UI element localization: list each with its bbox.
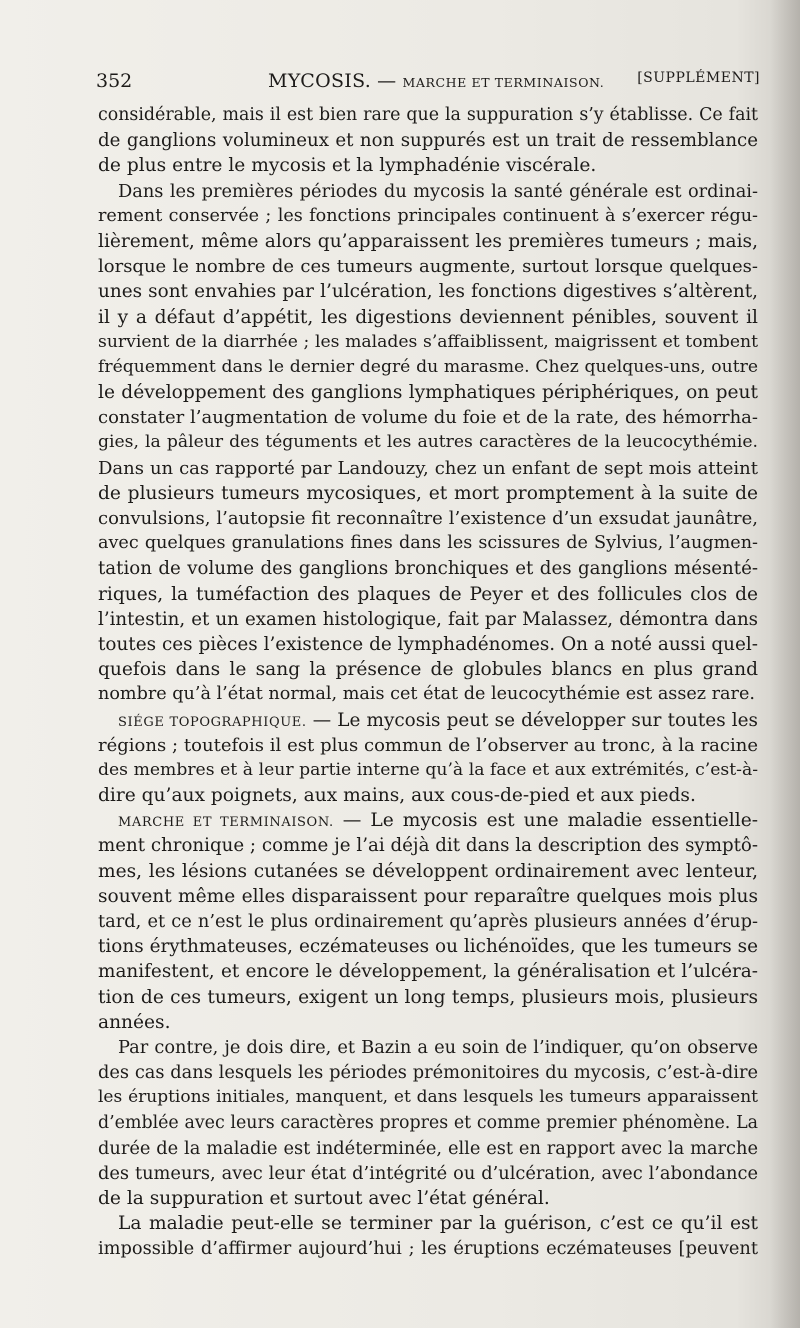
text-line: de ganglions volumineux et non suppurés est un trait de ressemblance	[98, 130, 758, 152]
text-line	[98, 708, 758, 733]
running-title-dash: —	[377, 70, 397, 92]
text-line: de la suppuration et surtout avec l’état général.	[98, 1188, 550, 1210]
text-line: rement conservée ; les fonctions principales continuent à s’exercer régu-	[98, 205, 758, 226]
text-line: tation de volume des ganglions bronchiques et des ganglions mésenté-	[98, 558, 758, 580]
running-title-sub: MARCHE ET TERMINAISON.	[402, 75, 605, 90]
text-line: La maladie peut-elle se terminer par la guérison, c’est ce qu’il est	[118, 1213, 758, 1235]
page-number: 352	[96, 70, 133, 92]
text-line: impossible d’affirmer aujourd’hui ; les éruptions eczémateuses [peuvent	[98, 1238, 758, 1260]
text-line: Par contre, je dois dire, et Bazin a eu soin de l’indiquer, qu’on observe	[118, 1036, 758, 1058]
heading-marche-et-terminaison: MARCHE ET TERMINAISON.	[118, 815, 334, 831]
page-edge-shadow	[770, 0, 800, 1328]
text-line-rest: — Le mycosis peut se développer sur toutes les	[312, 709, 758, 731]
text-line: gies, la pâleur des téguments et les autres caractères de la leucocythémie.	[98, 432, 758, 453]
text-line: ment chronique ; comme je l’ai déjà dit dans la description des symptô-	[98, 835, 758, 857]
text-line: nombre qu’à l’état normal, mais cet état de leucocythémie est assez rare.	[98, 684, 755, 705]
text-line: des cas dans lesquels les périodes prémonitoires du mycosis, c’est-à-dire	[98, 1062, 758, 1084]
text-line: Dans les premières périodes du mycosis la santé générale est ordinai-	[118, 180, 758, 202]
text-line: tard, et ce n’est le plus ordinairement qu’après plusieurs années d’érup-	[98, 911, 758, 932]
text-line: tion de ces tumeurs, exigent un long temps, plusieurs mois, plusieurs	[98, 986, 758, 1008]
text-line: années.	[98, 1011, 171, 1033]
text-line: lorsque le nombre de ces tumeurs augmente, surtout lorsque quelques-	[98, 256, 758, 278]
text-line: durée de la maladie est indéterminée, elle est en rapport avec la marche	[98, 1137, 758, 1159]
section-tag: [SUPPLÉMENT]	[637, 70, 760, 86]
text-line: mes, les lésions cutanées se développent ordinairement avec lenteur,	[98, 860, 758, 882]
text-line: survient de la diarrhée ; les malades s’affaiblissent, maigrissent et tombent	[98, 331, 758, 352]
text-line: convulsions, l’autopsie fit reconnaître l’existence d’un exsudat jaunâtre,	[98, 508, 758, 529]
text-line: tions érythmateuses, eczémateuses ou lichénoïdes, que les tumeurs se	[98, 936, 758, 958]
running-title	[268, 70, 604, 92]
heading-siege-topographique: SIÉGE TOPOGRAPHIQUE.	[118, 714, 307, 730]
text-line: manifestent, et encore le développement, la généralisation et l’ulcéra-	[98, 961, 758, 983]
text-line: des membres et à leur partie interne qu’à la face et aux extrémités, c’est-à-	[98, 759, 758, 780]
text-line: le développement des ganglions lymphatiques périphériques, on peut	[98, 382, 758, 404]
text-line: l’intestin, et un examen histologique, fait par Malassez, démontra dans	[98, 608, 758, 630]
text-line: unes sont envahies par l’ulcération, les fonctions digestives s’altèrent,	[98, 281, 758, 303]
text-line-rest: — Le mycosis est une maladie essentielle-	[342, 810, 758, 832]
text-line: des tumeurs, avec leur état d’intégrité ou d’ulcération, avec l’abondance	[98, 1162, 758, 1184]
text-line: toutes ces pièces l’existence de lymphadénomes. On a noté aussi quel-	[98, 633, 758, 655]
text-line: régions ; toutefois il est plus commun de l’observer au tronc, à la racine	[98, 734, 758, 756]
text-line: de plus entre le mycosis et la lymphadénie viscérale.	[98, 155, 597, 177]
body-text	[98, 103, 758, 1262]
text-line: avec quelques granulations fines dans les scissures de Sylvius, l’augmen-	[98, 533, 758, 554]
text-line: constater l’augmentation de volume du foie et de la rate, des hémorrha-	[98, 407, 758, 429]
text-line	[98, 808, 758, 833]
text-line: de plusieurs tumeurs mycosiques, et mort promptement à la suite de	[98, 482, 758, 504]
text-line: quefois dans le sang la présence de globules blancs en plus grand	[98, 659, 758, 681]
text-line: lièrement, même alors qu’apparaissent les premières tumeurs ; mais,	[98, 230, 758, 252]
text-line: d’emblée avec leurs caractères propres et comme premier phénomène. La	[98, 1112, 758, 1133]
text-line: riques, la tuméfaction des plaques de Peyer et des follicules clos de	[98, 583, 758, 605]
text-line: fréquemment dans le dernier degré du marasme. Chez quelques-uns, outre	[98, 356, 758, 377]
text-line: souvent même elles disparaissent pour reparaître quelques mois plus	[98, 885, 758, 907]
text-line: considérable, mais il est bien rare que la suppuration s’y établisse. Ce fait	[98, 105, 758, 125]
text-line: dire qu’aux poignets, aux mains, aux cous-de-pied et aux pieds.	[98, 785, 696, 807]
page-header	[96, 66, 760, 96]
running-title-main: MYCOSIS.	[268, 70, 372, 92]
text-line: Dans un cas rapporté par Landouzy, chez un enfant de sept mois atteint	[98, 457, 758, 479]
text-line: il y a défaut d’appétit, les digestions deviennent pénibles, souvent il	[98, 306, 758, 328]
text-line: les éruptions initiales, manquent, et dans lesquels les tumeurs apparaissent	[98, 1087, 758, 1108]
